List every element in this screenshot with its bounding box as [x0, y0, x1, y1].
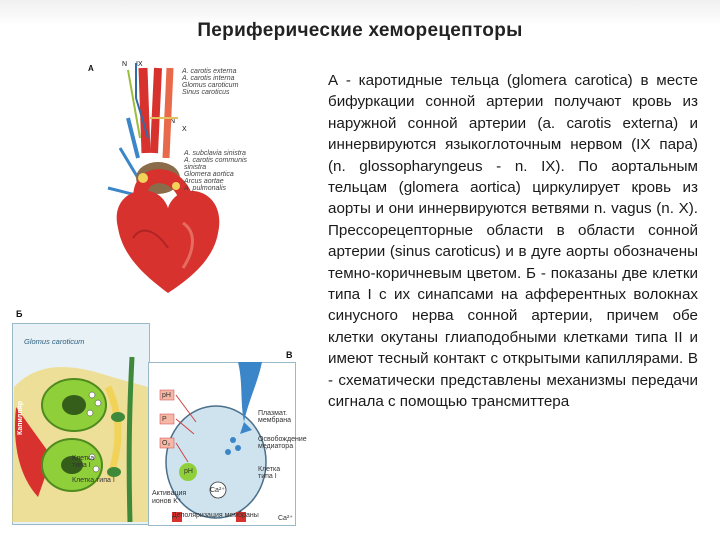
label-transmitter-release: Освобождение медиатора: [258, 436, 307, 450]
panel-a-letter: А: [88, 64, 94, 73]
panel-a-top-labels: [182, 68, 238, 96]
label-ph-inside: pH: [184, 468, 193, 475]
label-cell-type1-v: Клетка типа I: [258, 466, 281, 480]
cells-illustration: [12, 347, 148, 522]
label-glomera-aortica: Glomera aortica: [184, 171, 234, 178]
label-depolarization: Деполяризация мембраны: [172, 512, 259, 519]
label-o2-in: O₂: [162, 440, 171, 447]
panel-b-letter: Б: [16, 309, 23, 319]
slide-body-text: А - каротидные тельца (glomera carotica) в месте бифуркации сонной артерии получают кровь из наружной сонной артерии (а. carotis externa) и иннервируются языкоглоточным нервом (IX пара) (n. glossopharyngeus - n. IX). По аортальным тельцам (glomera aortica) циркулирует кровь из аорты и они иннервируются ветвями n. vagus (n. X). Прессорецепторные области в области сонной артерии (sinus caroticus) и в дуге аорты обозначены темно-коричневым цветом. Б - показаны две клетки типа I с их синапсами на афферентных волокнах синусного нерва сонной артерии, причем обе клетки окутаны глиаподобными клетками типа II и имеют тесный контакт с открытыми капиллярами. В - схематически представлены механизмы передачи сигнала с помощью трансмиттера: [328, 72, 698, 411]
label-cell-type1-a: Клетка типа I: [72, 477, 115, 484]
label-ph-in: pH: [162, 392, 171, 399]
slide-title: Периферические хеморецепторы: [197, 20, 523, 41]
nerve-n-label: N: [122, 61, 128, 68]
figure-panel-a: [88, 58, 288, 298]
label-pulmonalis: A. pulmonalis: [184, 185, 227, 192]
label-plasma-membrane: Плазмат. мембрана: [258, 410, 291, 424]
panel-v-letter: В: [286, 350, 293, 360]
label-sinistra: sinistra: [184, 164, 207, 171]
nerve-ix-label: IX: [136, 61, 143, 68]
label-carotis-communis: A. carotis communis: [184, 157, 248, 164]
figure-panel-b: [12, 305, 152, 525]
label-glomus-caroticum: Glomus caroticum: [182, 82, 239, 89]
label-sinus-caroticus: Sinus caroticus: [182, 89, 230, 96]
label-subclavia: A. subclavia sinistra: [184, 150, 246, 157]
label-ca-inside: Ca²⁺: [210, 487, 225, 494]
label-carotis-externa: A. carotis externa: [182, 68, 237, 75]
label-p-in: P: [162, 416, 167, 423]
figure-panel-v: [148, 350, 307, 528]
label-capillary: Капилляр: [17, 400, 24, 435]
panel-a-bottom-labels: [184, 150, 247, 192]
label-glomus-top: Glomus caroticum: [24, 337, 85, 346]
nerve-x-label: X: [182, 126, 187, 133]
label-arcus-aortae: Arcus aortae: [184, 178, 224, 185]
label-cell-type1-b: Клетка типа I: [72, 455, 95, 469]
label-carotis-interna: A. carotis interna: [182, 75, 235, 82]
label-ca-corner: Ca²⁺: [278, 515, 293, 522]
nerve-n2-label: N: [170, 118, 176, 125]
label-k-activation: Активация ионов K⁺: [152, 490, 187, 505]
